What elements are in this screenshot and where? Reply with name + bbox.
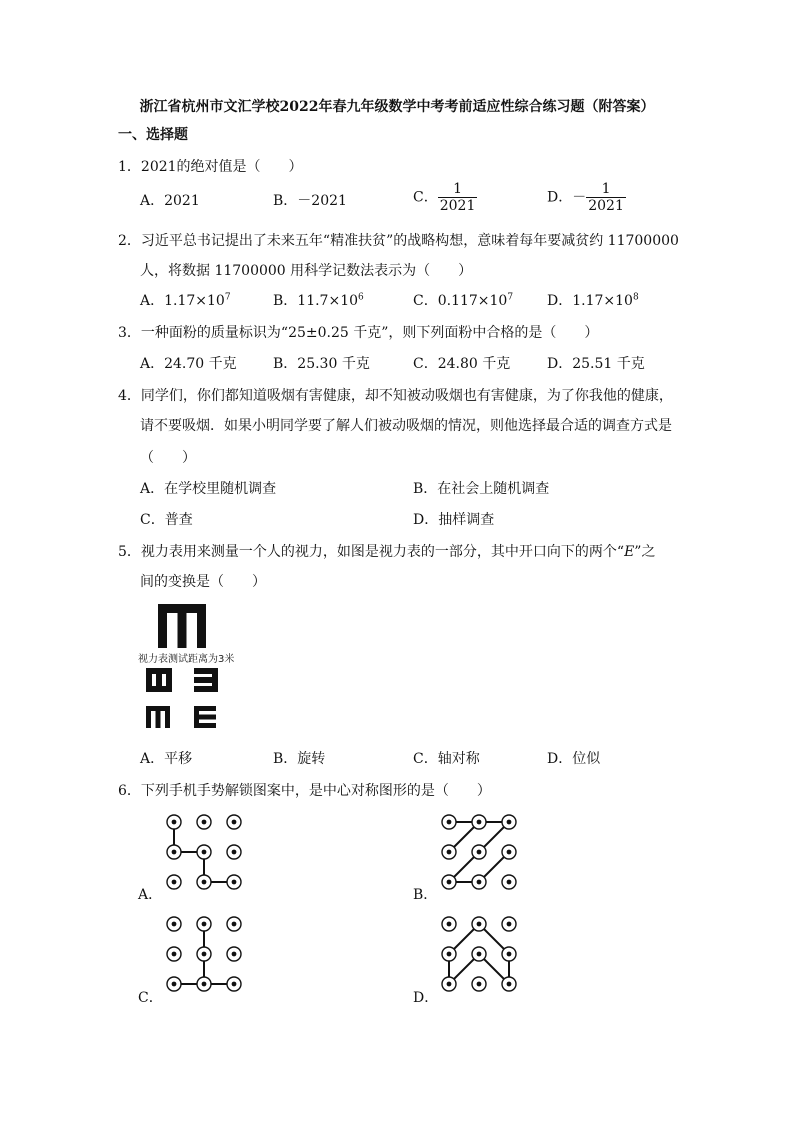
- q1-option-d-label: D．－: [547, 189, 587, 206]
- grid-dot-center: [202, 850, 207, 855]
- pattern-b-dots: [442, 815, 516, 889]
- pattern-d-dots: [442, 917, 516, 991]
- grid-dot-center: [447, 880, 452, 885]
- q3-option-b: B．25.30 千克: [273, 356, 370, 372]
- grid-dot-center: [447, 850, 452, 855]
- q1-option-a: A．2021: [140, 193, 200, 209]
- question-4-line-3: （ ）: [140, 450, 196, 466]
- vision-chart-figure: [136, 600, 246, 732]
- grid-dot-center: [232, 982, 237, 987]
- q6-option-d-label: D．: [413, 990, 439, 1006]
- q1-option-d-fraction: [586, 181, 626, 214]
- grid-dot-center: [477, 952, 482, 957]
- q2-c-exponent: 7: [507, 292, 514, 303]
- q5-letter-e: E: [624, 544, 635, 560]
- question-3-stem: 3．一种面粉的质量标识为“25±0.25 千克”，则下列面粉中合格的是（ ）: [118, 325, 599, 341]
- q6-option-c-label: C．: [138, 990, 163, 1006]
- grid-dot-center: [447, 982, 452, 987]
- grid-dot-center: [232, 880, 237, 885]
- grid-dot-center: [447, 820, 452, 825]
- q6-option-a-label: A．: [138, 887, 163, 903]
- section-heading: 一、选择题: [118, 127, 188, 143]
- e-opening-up: [146, 668, 172, 692]
- vision-chart-caption: 视力表测试距离为3米: [138, 654, 235, 665]
- page-title: 浙江省杭州市文汇学校2022年春九年级数学中考考前适应性综合练习题（附答案）: [139, 99, 655, 115]
- q3-option-c: C．24.80 千克: [413, 356, 511, 372]
- q4-option-c: C．普查: [140, 512, 193, 528]
- unlock-pattern-a: [162, 810, 252, 896]
- small-e-opening-down: [146, 706, 170, 728]
- q2-b-exponent: 6: [358, 292, 364, 303]
- grid-dot-center: [202, 982, 207, 987]
- question-2-line-1: 2．习近平总书记提出了未来五年“精准扶贫”的战略构想，意味着每年要减贫约 11700000: [118, 233, 679, 249]
- grid-dot-center: [477, 820, 482, 825]
- grid-dot-center: [232, 922, 237, 927]
- grid-dot-center: [507, 880, 512, 885]
- question-5-line-1: [118, 541, 655, 561]
- question-5-line-2: 间的变换是（ ）: [140, 574, 266, 590]
- q3-option-d: D．25.51 千克: [547, 356, 645, 372]
- grid-dot-center: [507, 850, 512, 855]
- grid-dot-center: [447, 922, 452, 927]
- grid-dot-center: [202, 922, 207, 927]
- grid-dot-center: [477, 850, 482, 855]
- q2-d-base: D．1.17×10: [547, 293, 633, 309]
- q1-c-denominator: 2021: [439, 198, 476, 214]
- question-2-line-2: 人，将数据 11700000 用科学记数法表示为（ ）: [140, 263, 473, 279]
- q5-option-c: C．轴对称: [413, 751, 480, 767]
- grid-dot-center: [507, 820, 512, 825]
- grid-dot-center: [202, 952, 207, 957]
- grid-dot-center: [172, 922, 177, 927]
- q5-line1-pre: 5．视力表用来测量一个人的视力，如图是视力表的一部分，其中开口向下的两个“: [118, 544, 625, 560]
- q5-line1-post: ”之: [634, 544, 656, 560]
- grid-dot-center: [477, 922, 482, 927]
- grid-dot-center: [172, 850, 177, 855]
- unlock-pattern-b: [437, 810, 527, 896]
- grid-dot-center: [507, 982, 512, 987]
- q1-option-b: B．－2021: [273, 193, 347, 209]
- small-e-opening-right: [194, 706, 216, 728]
- question-6-stem: 6．下列手机手势解锁图案中，是中心对称图形的是（ ）: [118, 783, 491, 799]
- q1-option-c-label: C．: [413, 189, 438, 206]
- q2-d-exponent: 8: [632, 292, 639, 303]
- grid-dot-center: [477, 880, 482, 885]
- q6-option-b-label: B．: [413, 887, 438, 903]
- pattern-a-dots: [167, 815, 241, 889]
- question-1-stem: 1．2021的绝对值是（ ）: [118, 159, 303, 175]
- q4-option-d: D．抽样调查: [413, 512, 495, 528]
- q2-option-d: [547, 290, 639, 310]
- question-4-line-1: 4．同学们，你们都知道吸烟有害健康，却不知被动吸烟也有害健康，为了你我他的健康，: [118, 388, 673, 404]
- q2-option-a: [140, 290, 231, 310]
- q1-d-numerator: 1: [586, 181, 626, 198]
- unlock-pattern-d: [437, 912, 527, 998]
- grid-dot-center: [232, 952, 237, 957]
- q1-option-c: [413, 181, 477, 214]
- q2-b-base: B．11.7×10: [273, 293, 359, 309]
- grid-dot-center: [447, 952, 452, 957]
- e-opening-left: [194, 668, 218, 692]
- grid-dot-center: [172, 982, 177, 987]
- grid-dot-center: [507, 952, 512, 957]
- pattern-c-dots: [167, 917, 241, 991]
- q1-d-denominator: 2021: [588, 198, 624, 214]
- grid-dot-center: [232, 850, 237, 855]
- large-e-opening-down: [158, 604, 206, 648]
- grid-dot-center: [172, 820, 177, 825]
- q2-a-exponent: 7: [224, 292, 231, 303]
- grid-dot-center: [172, 880, 177, 885]
- q2-c-base: C．0.117×10: [413, 293, 508, 309]
- q1-option-c-fraction: [438, 181, 478, 214]
- grid-dot-center: [477, 982, 482, 987]
- q5-option-a: A．平移: [140, 751, 193, 767]
- q3-option-a: A．24.70 千克: [140, 356, 237, 372]
- q1-c-numerator: 1: [438, 181, 478, 198]
- grid-dot-center: [232, 820, 237, 825]
- grid-dot-center: [172, 952, 177, 957]
- unlock-pattern-c: [162, 912, 252, 998]
- grid-dot-center: [202, 880, 207, 885]
- grid-dot-center: [507, 922, 512, 927]
- question-4-line-2: 请不要吸烟．如果小明同学要了解人们被动吸烟的情况，则他选择最合适的调查方式是: [140, 418, 672, 434]
- q5-option-b: B．旋转: [273, 751, 326, 767]
- q5-option-d: D．位似: [547, 751, 601, 767]
- grid-dot-center: [202, 820, 207, 825]
- q1-option-d: [547, 181, 626, 214]
- q2-a-base: A．1.17×10: [140, 293, 225, 309]
- q2-option-c: [413, 290, 513, 310]
- q4-option-b: B．在社会上随机调查: [413, 481, 550, 497]
- q2-option-b: [273, 290, 364, 310]
- q4-option-a: A．在学校里随机调查: [140, 481, 277, 497]
